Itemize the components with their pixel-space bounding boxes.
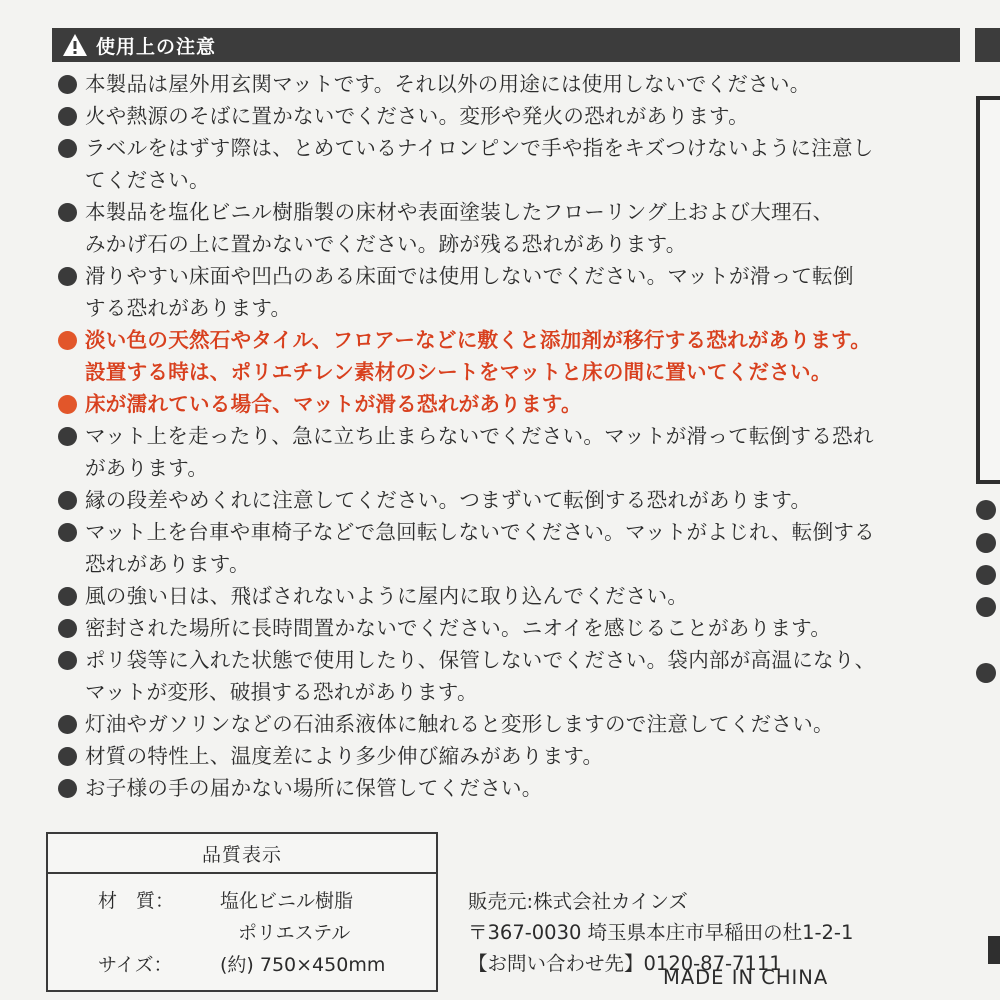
caution-list [55,68,960,804]
adjacent-text-fragment [988,936,1000,964]
bullet-dot-icon [58,395,77,414]
material-row [98,886,353,913]
adjacent-panel-box [976,96,1000,484]
quality-title: 品質表示 [48,834,436,874]
adjacent-bullet [976,500,996,520]
notice-item [55,68,960,100]
material-value: 塩化ビニル樹脂 [220,890,354,912]
notice-item [55,100,960,132]
bullet-dot-icon [58,651,77,670]
bullet-dot-icon [58,587,77,606]
notice-text: 風の強い日は、飛ばされないように屋内に取り込んでください。 [85,584,689,608]
quality-label-box [46,832,438,992]
notice-text: 本製品を塩化ビニル樹脂製の床材や表面塗装したフローリング上および大理石、 みかげ石の上に置かないでください。跡が残る恐れがあります。 [85,200,834,256]
notice-text: 縁の段差やめくれに注意してください。つまずいて転倒する恐れがあります。 [85,488,812,512]
notice-item [55,196,960,260]
caution-title: 使用上の注意 [96,35,217,58]
bullet-dot-icon [58,107,77,126]
bullet-dot-icon [58,331,77,350]
bullet-dot-icon [58,267,77,286]
notice-text: 本製品は屋外用玄関マットです。それ以外の用途には使用しないでください。 [85,72,811,96]
bullet-dot-icon [58,619,77,638]
warning-triangle-icon [60,32,90,58]
seller-address: 〒367-0030 埼玉県本庄市早稲田の杜1-2-1 [468,921,854,944]
bullet-dot-icon [58,491,77,510]
bullet-dot-icon [58,75,77,94]
notice-item [55,420,960,484]
seller-contact: 【お問い合わせ先】0120-87-7111 [468,952,782,975]
adjacent-bullet [976,597,996,617]
notice-item [55,388,960,420]
bullet-dot-icon [58,203,77,222]
bullet-dot-icon [58,779,77,798]
notice-text: 床が濡れている場合、マットが滑る恐れがあります。 [85,392,582,416]
notice-item [55,772,960,804]
notice-text: マット上を台車や車椅子などで急回転しないでください。マットがよじれ、転倒する 恐れがあります。 [85,520,875,576]
size-label: サイズ： [98,954,173,976]
bullet-dot-icon [58,523,77,542]
notice-item [55,132,960,196]
notice-item [55,612,960,644]
notice-text: マット上を走ったり、急に立ち止まらないでください。マットが滑って転倒する恐れ があります。 [85,424,874,480]
notice-text: ポリ袋等に入れた状態で使用したり、保管しないでください。袋内部が高温になり、 マットが変形、破損する恐れがあります。 [85,648,876,704]
size-value: (約) 750×450mm [220,954,386,976]
notice-item [55,580,960,612]
notice-item [55,516,960,580]
adjacent-bullet [976,565,996,585]
adjacent-bullet [976,663,996,683]
notice-text: ラベルをはずす際は、とめているナイロンピンで手や指をキズつけないように注意し てください。 [85,136,874,192]
material-value-2: ポリエステル [238,922,351,944]
notice-text: 滑りやすい床面や凹凸のある床面では使用しないでください。マットが滑って転倒 する恐れがあります。 [85,264,854,320]
bullet-dot-icon [58,139,77,158]
notice-text: お子様の手の届かない場所に保管してください。 [85,776,543,800]
notice-item [55,708,960,740]
size-row [98,950,385,977]
caution-header [52,28,960,62]
adjacent-bullet [976,533,996,553]
made-in-label: MADE IN CHINA [663,966,829,989]
notice-text: 灯油やガソリンなどの石油系液体に触れると変形しますので注意してください。 [85,712,834,736]
notice-item [55,324,960,388]
bullet-dot-icon [58,715,77,734]
material-label: 材 質： [98,890,175,912]
seller-name: 販売元:株式会社カインズ [468,890,688,913]
notice-text: 材質の特性上、温度差により多少伸び縮みがあります。 [85,744,604,768]
notice-text: 密封された場所に長時間置かないでください。ニオイを感じることがあります。 [85,616,832,640]
bullet-dot-icon [58,747,77,766]
notice-item [55,644,960,708]
adjacent-panel-header [975,28,1000,62]
notice-item [55,260,960,324]
notice-item [55,740,960,772]
notice-text: 淡い色の天然石やタイル、フロアーなどに敷くと添加剤が移行する恐れがあります。 設置する時は、ポリエチレン素材のシートをマットと床の間に置いてください。 [85,328,872,384]
bullet-dot-icon [58,427,77,446]
notice-text: 火や熱源のそばに置かないでください。変形や発火の恐れがあります。 [85,104,749,128]
notice-item [55,484,960,516]
